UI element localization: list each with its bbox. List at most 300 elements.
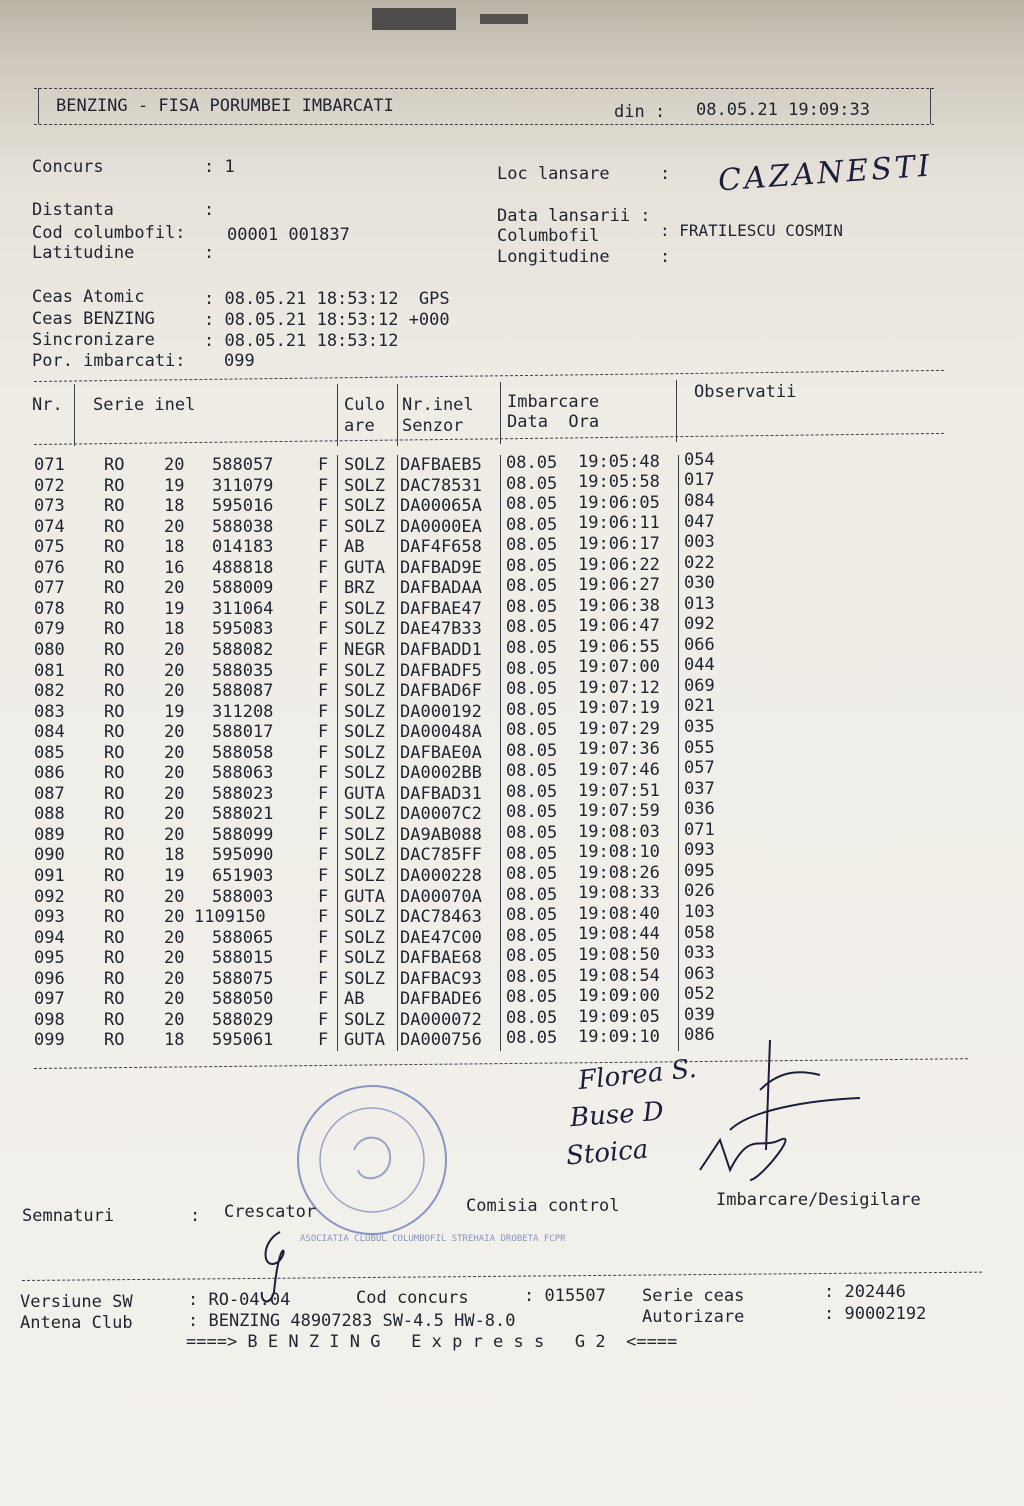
- cell-an: 20: [164, 927, 185, 948]
- cell-nr: 082: [34, 681, 65, 702]
- cell-nr: 072: [34, 475, 65, 496]
- cell-serie: 588017: [212, 722, 274, 743]
- cell-sex: F: [318, 968, 329, 989]
- cell-senzor: DA000756: [400, 1030, 482, 1051]
- cell-senzor: DA00048A: [400, 722, 482, 743]
- cell-data: 08.05: [506, 884, 558, 905]
- cell-serie: 595083: [212, 619, 274, 640]
- cell-senzor: DA00065A: [400, 496, 482, 517]
- col-header-serie: Serie inel: [93, 395, 196, 415]
- cell-senzor: DAFBADF5: [400, 660, 482, 681]
- cell-nr: 085: [34, 742, 65, 763]
- loc-lansare-label: Loc lansare: [497, 164, 610, 184]
- cell-observatii: 054: [684, 449, 715, 470]
- cell-observatii: 017: [684, 470, 715, 491]
- cell-observatii: 044: [684, 655, 715, 676]
- cell-observatii: 039: [684, 1004, 715, 1025]
- table-top-line: [34, 370, 944, 382]
- cell-senzor: DA0002BB: [400, 763, 482, 784]
- cell-senzor: DAF4F658: [400, 537, 482, 558]
- autorizare-label: Autorizare: [642, 1307, 745, 1327]
- col-divider: [397, 825, 398, 846]
- col-divider: [678, 948, 679, 969]
- cell-culoare: AB: [344, 537, 365, 558]
- col-header-culoare-1: Culo: [344, 395, 385, 415]
- cell-tara: RO: [104, 804, 125, 825]
- col-divider: [397, 681, 398, 702]
- cell-ora: 19:06:47: [578, 616, 660, 637]
- cell-an: 20: [164, 455, 185, 475]
- cell-culoare: NEGR: [344, 639, 385, 660]
- cell-sex: F: [318, 886, 329, 907]
- col-divider: [678, 928, 679, 949]
- staple-mark: [372, 8, 456, 30]
- col-divider: [337, 1010, 338, 1031]
- cell-observatii: 093: [684, 840, 715, 861]
- col-divider: [397, 722, 398, 743]
- cell-senzor: DAFBAD9E: [400, 557, 482, 578]
- cell-tara: RO: [104, 927, 125, 948]
- cell-ora: 19:09:10: [578, 1027, 660, 1048]
- col-divider: [337, 455, 338, 476]
- cell-tara: RO: [104, 578, 125, 599]
- cell-culoare: GUTA: [344, 886, 385, 907]
- cell-sex: F: [318, 516, 329, 537]
- cell-culoare: BRZ: [344, 578, 375, 599]
- cell-tara: RO: [104, 968, 125, 989]
- cell-nr: 071: [34, 455, 65, 475]
- cell-sex: F: [318, 948, 329, 969]
- cell-nr: 099: [34, 1030, 65, 1051]
- cell-ora: 19:08:10: [578, 842, 660, 863]
- cell-nr: 095: [34, 948, 65, 969]
- col-divider: [337, 1030, 338, 1051]
- col-divider: [397, 578, 398, 599]
- cell-nr: 086: [34, 763, 65, 784]
- latitudine-label: Latitudine: [32, 243, 135, 263]
- cell-serie: 588023: [212, 783, 274, 804]
- col-divider: [337, 722, 338, 743]
- cell-tara: RO: [104, 537, 125, 558]
- table-row: [0, 1025, 760, 1051]
- cell-senzor: DAFBAD31: [400, 783, 482, 804]
- cod-concurs-value: : 015507: [524, 1286, 606, 1306]
- semnaturi-label: Semnaturi: [22, 1206, 115, 1226]
- cell-senzor: DAFBAE47: [400, 598, 482, 619]
- col-header-imbarcare-1: Imbarcare: [507, 392, 600, 412]
- ceas-benzing-value: : 08.05.21 18:53:12 +000: [204, 310, 450, 330]
- col-divider: [500, 969, 501, 990]
- cell-sex: F: [318, 927, 329, 948]
- col-divider: [500, 825, 501, 846]
- cell-senzor: DAFBAD6F: [400, 681, 482, 702]
- cell-data: 08.05: [506, 679, 558, 700]
- col-divider: [337, 702, 338, 723]
- col-divider: [500, 784, 501, 805]
- cell-nr: 093: [34, 907, 65, 928]
- cell-data: 08.05: [506, 555, 558, 576]
- col-divider: [337, 907, 338, 928]
- col-divider: [337, 887, 338, 908]
- col-divider: [678, 743, 679, 764]
- col-divider: [337, 476, 338, 497]
- cell-senzor: DA000192: [400, 701, 482, 722]
- col-divider: [337, 537, 338, 558]
- cell-ora: 19:08:50: [578, 944, 660, 965]
- cell-ora: 19:08:44: [578, 924, 660, 945]
- cell-nr: 098: [34, 1009, 65, 1030]
- cell-culoare: GUTA: [344, 557, 385, 578]
- col-divider: [678, 681, 679, 702]
- col-header-observatii: Observatii: [694, 382, 797, 402]
- cell-data: 08.05: [506, 494, 558, 515]
- cell-observatii: 052: [684, 984, 715, 1005]
- cell-senzor: DAFBAEB5: [400, 455, 482, 475]
- cell-nr: 081: [34, 660, 65, 681]
- cell-nr: 078: [34, 598, 65, 619]
- col-divider: [397, 907, 398, 928]
- cell-nr: 073: [34, 496, 65, 517]
- col-divider: [337, 681, 338, 702]
- col-divider: [397, 969, 398, 990]
- cell-tara: RO: [104, 763, 125, 784]
- col-divider: [337, 384, 338, 446]
- cell-an: 20: [164, 639, 185, 660]
- cell-sex: F: [318, 455, 329, 475]
- cell-sex: F: [318, 845, 329, 866]
- cell-ora: 19:08:40: [578, 903, 660, 924]
- cell-ora: 19:06:11: [578, 513, 660, 534]
- col-divider: [397, 763, 398, 784]
- cell-observatii: 069: [684, 675, 715, 696]
- cell-senzor: DAFBAE68: [400, 948, 482, 969]
- longitudine-label: Longitudine: [497, 247, 610, 267]
- cell-data: 08.05: [506, 1007, 558, 1028]
- col-header-culoare-2: are: [344, 416, 375, 436]
- cell-ora: 19:07:51: [578, 780, 660, 801]
- col-divider: [678, 476, 679, 497]
- autorizare-value: : 90002192: [824, 1304, 927, 1324]
- cell-nr: 090: [34, 845, 65, 866]
- cell-senzor: DA9AB088: [400, 824, 482, 845]
- col-header-imbarcare-2: Data Ora: [507, 412, 600, 432]
- col-divider: [678, 1010, 679, 1031]
- cell-tara: RO: [104, 598, 125, 619]
- col-divider: [500, 907, 501, 928]
- cell-culoare: AB: [344, 989, 365, 1010]
- col-divider: [397, 743, 398, 764]
- ceas-atomic-label: Ceas Atomic: [32, 287, 145, 307]
- col-divider: [337, 825, 338, 846]
- col-divider: [500, 887, 501, 908]
- cell-senzor: DA000228: [400, 866, 482, 886]
- col-divider: [500, 989, 501, 1010]
- columbofil-label: Columbofil: [497, 226, 600, 246]
- cell-observatii: 057: [684, 758, 715, 779]
- col-divider: [500, 455, 501, 476]
- cell-an: 20: [164, 516, 185, 537]
- col-divider: [337, 640, 338, 661]
- col-divider: [500, 619, 501, 640]
- cell-data: 08.05: [506, 658, 558, 679]
- cell-serie: 588021: [212, 804, 274, 825]
- cell-sex: F: [318, 496, 329, 517]
- col-divider: [678, 887, 679, 908]
- cell-nr: 075: [34, 537, 65, 558]
- cell-serie: 311064: [212, 598, 274, 619]
- cell-culoare: SOLZ: [344, 598, 385, 619]
- cell-senzor: DAFBAC93: [400, 968, 482, 989]
- cell-nr: 076: [34, 557, 65, 578]
- col-divider: [337, 866, 338, 887]
- cell-tara: RO: [104, 783, 125, 804]
- cell-nr: 088: [34, 804, 65, 825]
- cell-serie: 1109150: [194, 907, 266, 928]
- cell-observatii: 036: [684, 799, 715, 820]
- col-divider: [500, 763, 501, 784]
- cell-serie: 588015: [212, 948, 274, 969]
- cell-serie: 588087: [212, 681, 274, 702]
- cell-sex: F: [318, 578, 329, 599]
- cell-data: 08.05: [506, 699, 558, 720]
- cell-serie: 311208: [212, 701, 274, 722]
- cell-an: 20: [164, 907, 185, 928]
- cell-observatii: 013: [684, 593, 715, 614]
- cell-senzor: DAFBAE0A: [400, 742, 482, 763]
- col-divider: [397, 619, 398, 640]
- col-divider: [397, 476, 398, 497]
- cell-culoare: SOLZ: [344, 516, 385, 537]
- cell-ora: 19:05:58: [578, 472, 660, 493]
- columbofil-value: : FRATILESCU COSMIN: [660, 221, 844, 240]
- cell-ora: 19:07:59: [578, 801, 660, 822]
- col-divider: [678, 845, 679, 866]
- cell-serie: 588003: [212, 886, 274, 907]
- cell-nr: 096: [34, 968, 65, 989]
- col-divider: [337, 845, 338, 866]
- table-header-bottom-line: [34, 433, 944, 445]
- col-divider: [337, 928, 338, 949]
- cell-ora: 19:09:05: [578, 1006, 660, 1027]
- cell-senzor: DA00070A: [400, 886, 482, 907]
- cell-an: 20: [164, 804, 185, 825]
- cell-culoare: SOLZ: [344, 1009, 385, 1030]
- cell-culoare: SOLZ: [344, 475, 385, 496]
- cell-nr: 079: [34, 619, 65, 640]
- col-divider: [678, 558, 679, 579]
- cell-nr: 097: [34, 989, 65, 1010]
- cell-serie: 588050: [212, 989, 274, 1010]
- col-divider: [678, 661, 679, 682]
- cell-an: 18: [164, 537, 185, 558]
- cell-sex: F: [318, 660, 329, 681]
- col-divider: [678, 455, 679, 476]
- col-divider: [397, 989, 398, 1010]
- col-divider: [500, 928, 501, 949]
- stamp-text: ASOCIATIA CLUBUL COLUMBOFIL STREHAIA DROBETA FCPR: [300, 1234, 566, 1244]
- cell-sex: F: [318, 804, 329, 825]
- cell-tara: RO: [104, 475, 125, 496]
- cell-culoare: SOLZ: [344, 681, 385, 702]
- cell-nr: 074: [34, 516, 65, 537]
- col-divider: [397, 866, 398, 887]
- cell-serie: 311079: [212, 475, 274, 496]
- cell-culoare: GUTA: [344, 1030, 385, 1051]
- cell-an: 18: [164, 496, 185, 517]
- cell-senzor: DAC78531: [400, 475, 482, 496]
- cell-ora: 19:07:12: [578, 677, 660, 698]
- handwritten-name-3: Stoica: [564, 1134, 650, 1172]
- cell-sex: F: [318, 742, 329, 763]
- cell-serie: 595090: [212, 845, 274, 866]
- col-divider: [678, 619, 679, 640]
- cell-data: 08.05: [506, 638, 558, 659]
- cell-sex: F: [318, 722, 329, 743]
- cell-tara: RO: [104, 557, 125, 578]
- cell-culoare: SOLZ: [344, 763, 385, 784]
- cell-ora: 19:06:27: [578, 575, 660, 596]
- handwritten-name-1: Florea S.: [576, 1053, 698, 1097]
- cell-serie: 588029: [212, 1009, 274, 1030]
- col-divider: [678, 578, 679, 599]
- col-divider: [500, 702, 501, 723]
- cell-observatii: 055: [684, 737, 715, 758]
- cell-tara: RO: [104, 496, 125, 517]
- cell-ora: 19:09:00: [578, 986, 660, 1007]
- cell-observatii: 095: [684, 860, 715, 881]
- cell-culoare: SOLZ: [344, 927, 385, 948]
- cell-nr: 091: [34, 866, 65, 886]
- cell-data: 08.05: [506, 576, 558, 597]
- cell-an: 19: [164, 598, 185, 619]
- col-divider: [500, 496, 501, 517]
- cell-nr: 084: [34, 722, 65, 743]
- cell-data: 08.05: [506, 925, 558, 946]
- data-lansarii-label: Data lansarii :: [497, 206, 651, 226]
- cell-observatii: 084: [684, 490, 715, 511]
- col-divider: [678, 599, 679, 620]
- cell-observatii: 071: [684, 819, 715, 840]
- cell-tara: RO: [104, 866, 125, 886]
- cell-observatii: 021: [684, 696, 715, 717]
- cell-observatii: 058: [684, 922, 715, 943]
- loc-lansare-colon: :: [660, 164, 671, 184]
- col-divider: [397, 537, 398, 558]
- col-header-nrinel-1: Nr.inel: [402, 395, 474, 415]
- col-divider: [678, 825, 679, 846]
- col-header-nrinel-2: Senzor: [402, 416, 464, 436]
- col-divider: [397, 455, 398, 476]
- cell-ora: 19:06:22: [578, 554, 660, 575]
- antena-label: Antena Club: [20, 1313, 133, 1333]
- cell-culoare: SOLZ: [344, 948, 385, 969]
- cell-tara: RO: [104, 701, 125, 722]
- col-divider: [678, 1030, 679, 1051]
- cell-ora: 19:06:17: [578, 533, 660, 554]
- cell-culoare: SOLZ: [344, 455, 385, 475]
- header-top-line: [34, 88, 934, 89]
- header-left-border: [38, 88, 39, 124]
- col-divider: [397, 384, 398, 446]
- cell-ora: 19:08:33: [578, 883, 660, 904]
- cell-serie: 651903: [212, 866, 274, 886]
- cell-nr: 080: [34, 639, 65, 660]
- cell-data: 08.05: [506, 781, 558, 802]
- col-divider: [678, 969, 679, 990]
- col-header-nr: Nr.: [32, 395, 63, 415]
- cell-data: 08.05: [506, 720, 558, 741]
- cell-culoare: SOLZ: [344, 701, 385, 722]
- cell-serie: 588082: [212, 639, 274, 660]
- antena-value: : BENZING 48907283 SW-4.5 HW-8.0: [188, 1311, 516, 1331]
- col-divider: [500, 382, 501, 444]
- cell-an: 19: [164, 866, 185, 886]
- col-divider: [500, 476, 501, 497]
- cell-observatii: 022: [684, 552, 715, 573]
- cell-tara: RO: [104, 824, 125, 845]
- col-divider: [397, 558, 398, 579]
- por-imbarcati-value: 099: [224, 351, 255, 371]
- cell-sex: F: [318, 537, 329, 558]
- cell-nr: 089: [34, 824, 65, 845]
- col-divider: [500, 866, 501, 887]
- col-divider: [676, 380, 677, 442]
- cell-tara: RO: [104, 660, 125, 681]
- cell-an: 20: [164, 763, 185, 784]
- col-divider: [337, 743, 338, 764]
- cell-serie: 588075: [212, 968, 274, 989]
- cell-observatii: 103: [684, 901, 715, 922]
- cell-senzor: DA000072: [400, 1009, 482, 1030]
- cell-an: 20: [164, 742, 185, 763]
- col-divider: [337, 517, 338, 538]
- col-divider: [500, 537, 501, 558]
- cell-sex: F: [318, 783, 329, 804]
- col-divider: [678, 496, 679, 517]
- cell-tara: RO: [104, 948, 125, 969]
- cell-an: 19: [164, 475, 185, 496]
- cell-sex: F: [318, 989, 329, 1010]
- cell-culoare: SOLZ: [344, 824, 385, 845]
- col-divider: [678, 640, 679, 661]
- cell-tara: RO: [104, 907, 125, 928]
- cell-ora: 19:07:46: [578, 760, 660, 781]
- cell-serie: 014183: [212, 537, 274, 558]
- cell-tara: RO: [104, 516, 125, 537]
- col-divider: [678, 866, 679, 887]
- versiune-label: Versiune SW: [20, 1292, 133, 1312]
- handwritten-name-2: Buse D: [569, 1096, 665, 1134]
- col-divider: [337, 948, 338, 969]
- loc-lansare-handwritten: CAZANESTI: [717, 148, 934, 199]
- col-divider: [678, 702, 679, 723]
- col-divider: [500, 804, 501, 825]
- col-divider: [337, 989, 338, 1010]
- col-divider: [397, 1010, 398, 1031]
- cell-ora: 19:08:03: [578, 821, 660, 842]
- cell-culoare: SOLZ: [344, 845, 385, 866]
- col-divider: [500, 1010, 501, 1031]
- cell-culoare: SOLZ: [344, 742, 385, 763]
- cell-tara: RO: [104, 639, 125, 660]
- col-divider: [337, 661, 338, 682]
- col-divider: [337, 763, 338, 784]
- cell-observatii: 047: [684, 511, 715, 532]
- concurs-value: : 1: [204, 157, 235, 177]
- sincronizare-value: : 08.05.21 18:53:12: [204, 331, 399, 351]
- cell-data: 08.05: [506, 905, 558, 926]
- cell-observatii: 030: [684, 573, 715, 594]
